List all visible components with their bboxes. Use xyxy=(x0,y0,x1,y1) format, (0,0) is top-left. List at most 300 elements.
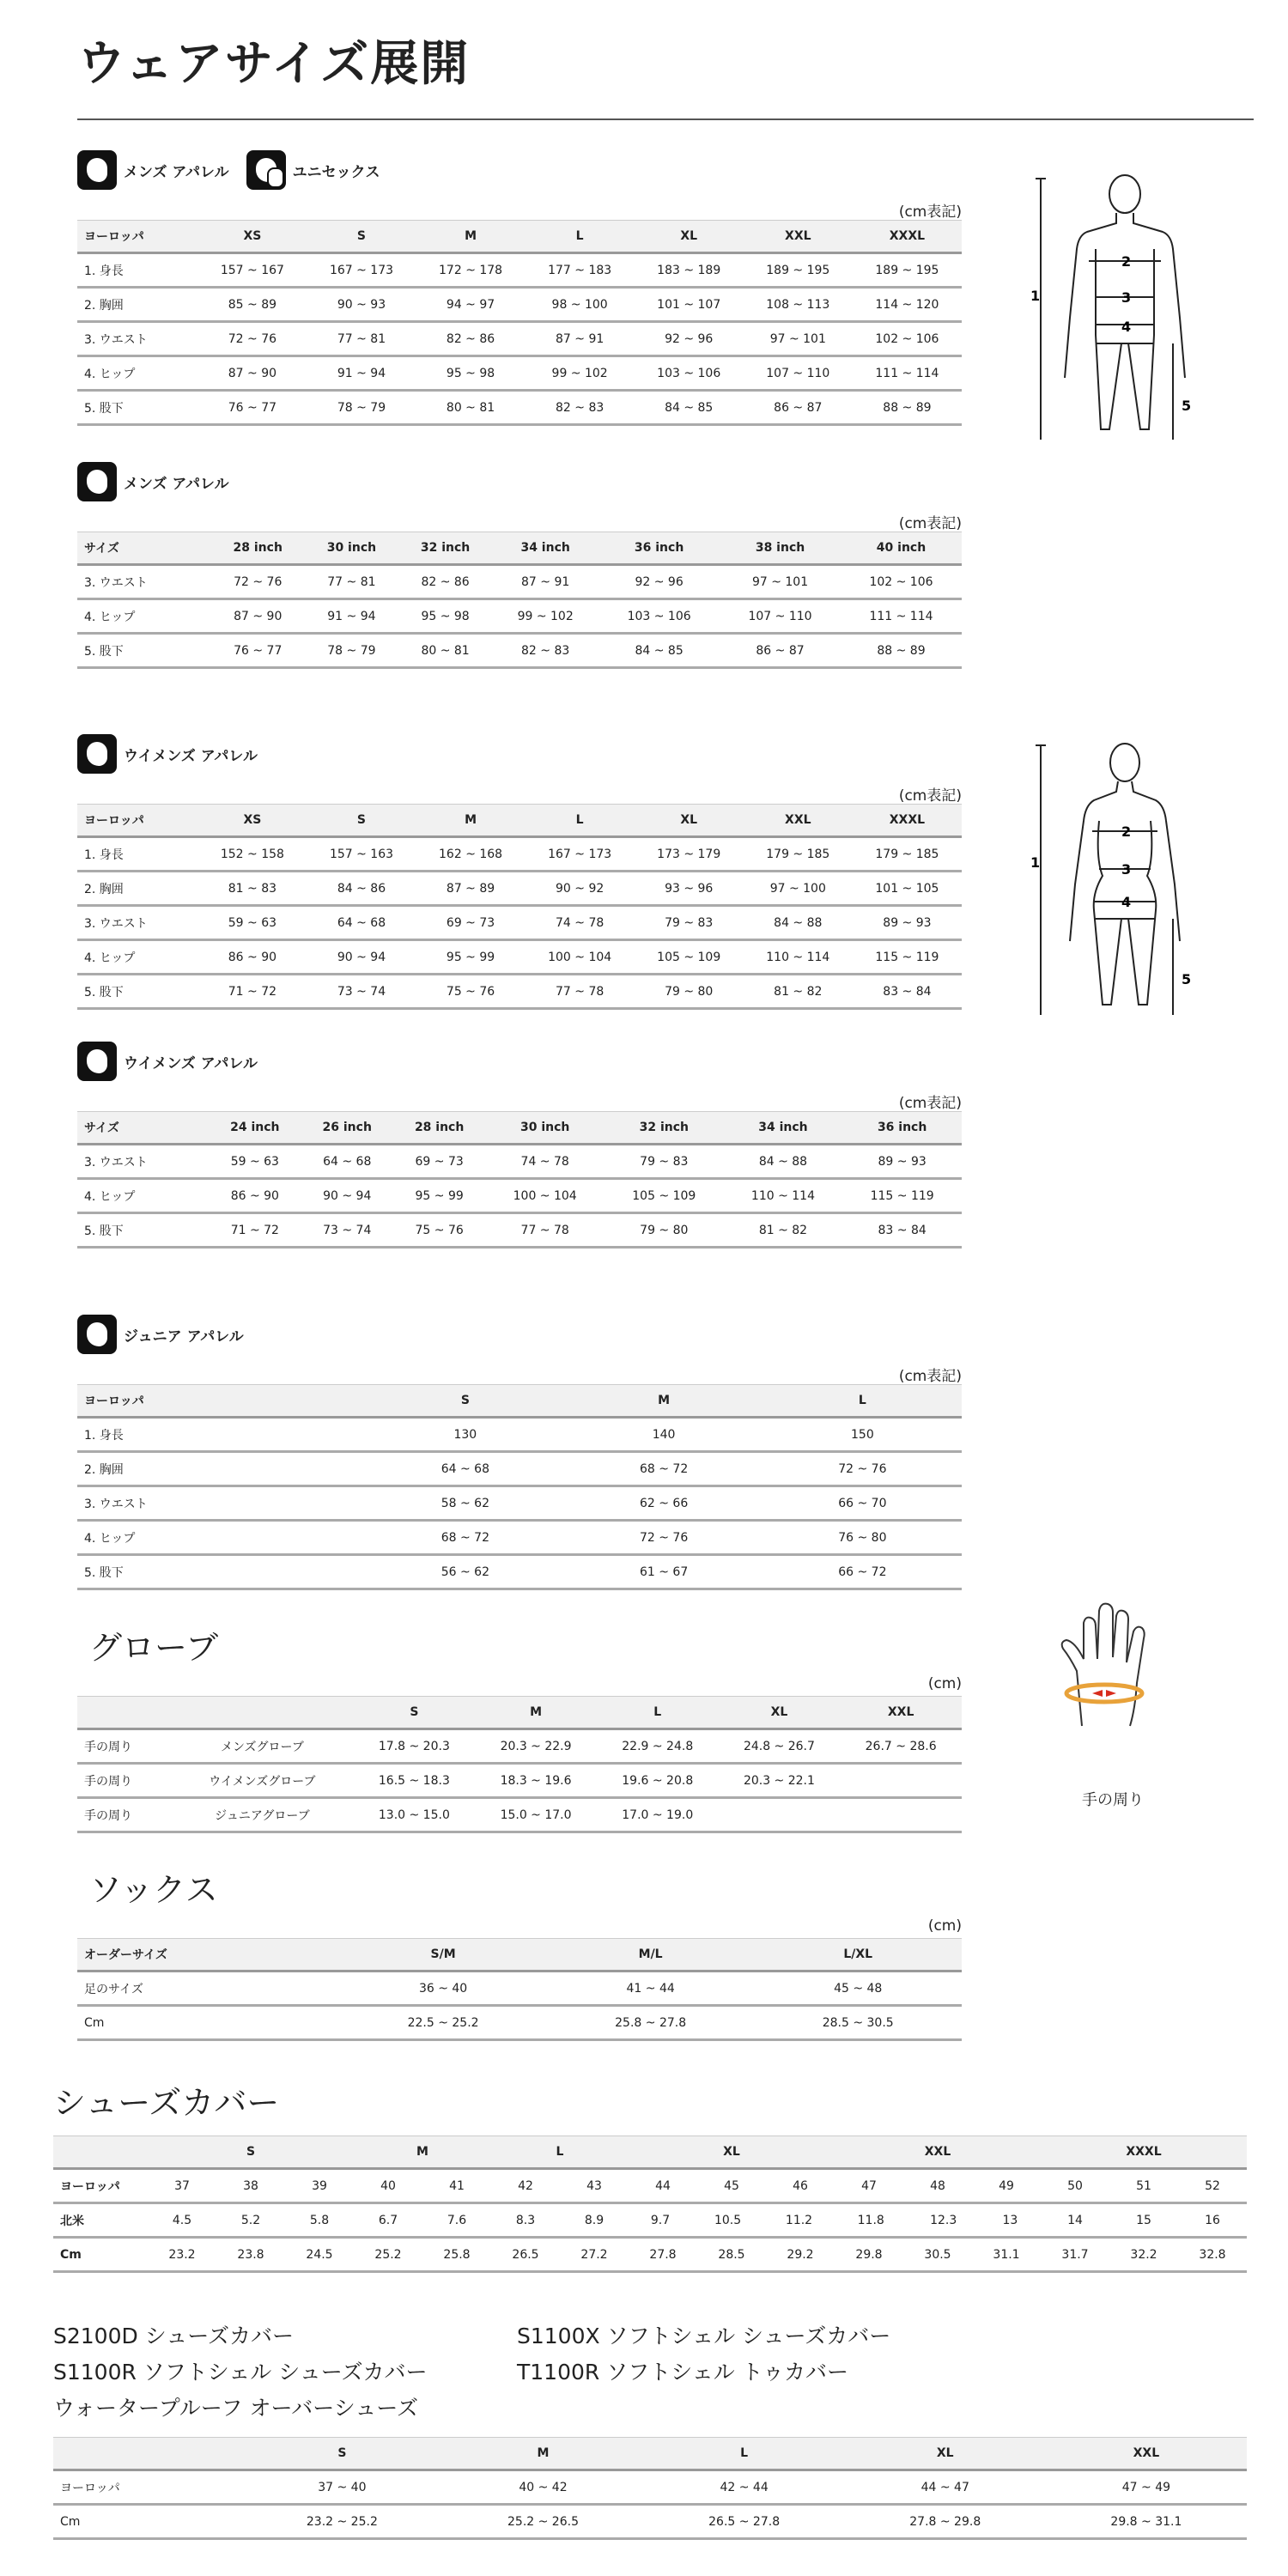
table-cell: 3. ウエスト xyxy=(77,1145,209,1179)
table-cell: 36 ~ 40 xyxy=(339,1971,547,2006)
size-value: 51 xyxy=(1136,2178,1151,2193)
table-cell: 4. ヒップ xyxy=(77,599,211,634)
table-row xyxy=(77,1521,962,1555)
table-cell: 5. 股下 xyxy=(77,634,211,668)
table-cell: 15.0 ~ 17.0 xyxy=(475,1798,597,1832)
badge-row xyxy=(77,148,962,192)
column-header: XL xyxy=(635,221,744,253)
table-cell: 179 ~ 185 xyxy=(744,837,853,872)
size-table xyxy=(77,804,962,1010)
badge-label: ユニセックス xyxy=(292,163,380,181)
size-table xyxy=(77,220,962,426)
figure-label: 1 xyxy=(1030,288,1041,304)
product-item: S2100D シューズカバー xyxy=(53,2324,294,2348)
table-cell: 115 ~ 119 xyxy=(842,1179,962,1213)
column-header: 34 inch xyxy=(724,1112,843,1145)
badge-mens xyxy=(77,462,229,501)
size-table xyxy=(53,2437,1247,2540)
table-cell: 189 ~ 195 xyxy=(853,253,962,288)
size-value: 31.7 xyxy=(1061,2247,1089,2262)
table-cell: 92 ~ 96 xyxy=(598,565,720,599)
table-cell: 75 ~ 76 xyxy=(416,975,526,1009)
unit-note: (cm) xyxy=(927,1917,962,1935)
column-header: S xyxy=(354,1697,476,1729)
table-cell: 手の周り xyxy=(77,1729,171,1764)
column-header xyxy=(53,2438,241,2470)
column-header xyxy=(171,1697,353,1729)
section-womens xyxy=(77,732,962,1010)
womens-icon xyxy=(77,734,117,774)
table-cell: 1. 身長 xyxy=(77,837,197,872)
table-cell: 73 ~ 74 xyxy=(307,975,416,1009)
table-row xyxy=(77,1145,962,1179)
column-header: オーダーサイズ xyxy=(77,1939,339,1971)
size-value: 39 xyxy=(312,2178,327,2193)
section-title: グローブ xyxy=(89,1629,219,1667)
table-row xyxy=(77,2006,962,2040)
column-header: 34 inch xyxy=(492,532,598,565)
table-cell: 102 ~ 106 xyxy=(841,565,962,599)
table-cell: 89 ~ 93 xyxy=(853,906,962,940)
table-cell xyxy=(840,1764,962,1798)
size-value: 48 xyxy=(930,2178,945,2193)
table-cell xyxy=(1041,2238,1247,2272)
size-value: 52 xyxy=(1205,2178,1220,2193)
badge-row xyxy=(77,459,962,504)
table-cell: 29.8 ~ 31.1 xyxy=(1046,2505,1247,2539)
unit-note: (cm) xyxy=(927,1675,962,1692)
column-header: ヨーロッパ xyxy=(77,1385,366,1418)
column-header: M xyxy=(416,805,526,837)
table-cell: 86 ~ 87 xyxy=(720,634,841,668)
size-value: 32.8 xyxy=(1199,2247,1226,2262)
figure-label: 3 xyxy=(1121,861,1132,878)
column-header: サイズ xyxy=(77,1112,209,1145)
table-cell: 90 ~ 94 xyxy=(301,1179,393,1213)
size-value: 23.2 xyxy=(168,2247,196,2262)
column-header: S xyxy=(307,221,416,253)
table-row xyxy=(53,2169,1247,2203)
column-header: XXL xyxy=(744,221,853,253)
table-cell xyxy=(835,2169,1041,2203)
table-cell: 100 ~ 104 xyxy=(485,1179,605,1213)
column-header: XXL xyxy=(1046,2438,1247,2470)
column-header: 40 inch xyxy=(841,532,962,565)
table-cell xyxy=(1041,2203,1247,2238)
table-cell: 100 ~ 104 xyxy=(526,940,635,975)
section-gloves xyxy=(77,1621,962,1833)
size-value: 9.7 xyxy=(650,2213,671,2227)
table-cell xyxy=(719,1798,841,1832)
table-cell: 20.3 ~ 22.9 xyxy=(475,1729,597,1764)
figure-label: 1 xyxy=(1030,854,1041,871)
table-cell: 45 ~ 48 xyxy=(754,1971,962,2006)
column-header: XL xyxy=(635,805,744,837)
table-cell: 56 ~ 62 xyxy=(366,1555,564,1589)
table-cell: 4. ヒップ xyxy=(77,1179,209,1213)
size-value: 5.8 xyxy=(309,2213,330,2227)
table-cell: 44 ~ 47 xyxy=(845,2470,1046,2505)
column-header xyxy=(53,2136,148,2169)
table-cell: 72 ~ 76 xyxy=(564,1521,762,1555)
row-label: ヨーロッパ xyxy=(53,2169,148,2203)
table-cell: 61 ~ 67 xyxy=(564,1555,762,1589)
column-header: 36 inch xyxy=(598,532,720,565)
table-row xyxy=(77,940,962,975)
size-value: 29.2 xyxy=(787,2247,814,2262)
table-cell: 183 ~ 189 xyxy=(635,253,744,288)
female-body-figure xyxy=(1013,738,1219,1022)
table-cell: 62 ~ 66 xyxy=(564,1486,762,1521)
column-header: L xyxy=(644,2438,845,2470)
table-cell: 108 ~ 113 xyxy=(744,288,853,322)
table-cell: メンズグローブ xyxy=(171,1729,353,1764)
table-cell: 79 ~ 83 xyxy=(605,1145,724,1179)
table-cell: 79 ~ 83 xyxy=(635,906,744,940)
table-cell: 83 ~ 84 xyxy=(842,1213,962,1248)
table-cell: 76 ~ 80 xyxy=(763,1521,962,1555)
table-cell: 86 ~ 90 xyxy=(197,940,307,975)
column-header: S/M xyxy=(339,1939,547,1971)
column-header: M/L xyxy=(547,1939,755,1971)
column-header: XXXL xyxy=(853,805,962,837)
table-header-row xyxy=(53,2438,1247,2470)
table-cell: 88 ~ 89 xyxy=(841,634,962,668)
size-value: 44 xyxy=(655,2178,671,2193)
table-cell: 114 ~ 120 xyxy=(853,288,962,322)
table-cell: 74 ~ 78 xyxy=(485,1145,605,1179)
table-cell: 93 ~ 96 xyxy=(635,872,744,906)
table-cell: 83 ~ 84 xyxy=(853,975,962,1009)
size-value: 15 xyxy=(1136,2213,1151,2227)
badge-row xyxy=(77,1039,962,1084)
size-value: 37 xyxy=(174,2178,190,2193)
table-cell: 90 ~ 93 xyxy=(307,288,416,322)
figure-label: 2 xyxy=(1121,253,1132,270)
table-cell: 98 ~ 100 xyxy=(526,288,635,322)
table-cell: 101 ~ 107 xyxy=(635,288,744,322)
table-cell: 87 ~ 90 xyxy=(211,599,305,634)
table-cell xyxy=(148,2203,354,2238)
table-row xyxy=(77,1418,962,1452)
table-cell: 97 ~ 101 xyxy=(720,565,841,599)
table-cell: 90 ~ 94 xyxy=(307,940,416,975)
unit-note: (cm表記) xyxy=(898,515,962,532)
column-header: L xyxy=(526,805,635,837)
table-cell: 68 ~ 72 xyxy=(366,1521,564,1555)
table-cell: 77 ~ 81 xyxy=(307,322,416,356)
table-cell: 73 ~ 74 xyxy=(301,1213,393,1248)
table-cell: 167 ~ 173 xyxy=(307,253,416,288)
table-cell: 84 ~ 88 xyxy=(724,1145,843,1179)
shoe-cover-table xyxy=(53,2136,1247,2273)
table-row xyxy=(77,1555,962,1589)
table-cell xyxy=(354,2238,491,2272)
table-cell: 3. ウエスト xyxy=(77,906,197,940)
page-title: ウェアサイズ展開 xyxy=(77,36,471,92)
table-row xyxy=(77,599,962,634)
unit-note: (cm表記) xyxy=(898,787,962,805)
table-cell: 150 xyxy=(763,1418,962,1452)
size-value: 14 xyxy=(1067,2213,1083,2227)
table-cell: 94 ~ 97 xyxy=(416,288,526,322)
table-cell: 42 ~ 44 xyxy=(644,2470,845,2505)
measure-arrows-icon xyxy=(1092,1690,1116,1697)
table-cell: 84 ~ 86 xyxy=(307,872,416,906)
column-header: M xyxy=(442,2438,643,2470)
column-header: 32 inch xyxy=(398,532,492,565)
table-cell: 99 ~ 102 xyxy=(526,356,635,391)
column-header: S xyxy=(366,1385,564,1418)
table-cell: 4. ヒップ xyxy=(77,356,197,391)
table-cell: ジュニアグローブ xyxy=(171,1798,353,1832)
hand-circumference-band xyxy=(1066,1685,1142,1702)
column-header: L xyxy=(491,2136,629,2169)
size-value: 4.5 xyxy=(172,2213,192,2227)
table-cell: 19.6 ~ 20.8 xyxy=(597,1764,719,1798)
table-cell: 130 xyxy=(366,1418,564,1452)
table-cell: 64 ~ 68 xyxy=(366,1452,564,1486)
column-header: XL xyxy=(719,1697,841,1729)
table-cell: 4. ヒップ xyxy=(77,1521,366,1555)
column-header: XXL xyxy=(840,1697,962,1729)
table-cell: 26.7 ~ 28.6 xyxy=(840,1729,962,1764)
table-cell: 26.5 ~ 27.8 xyxy=(644,2505,845,2539)
table-cell: 102 ~ 106 xyxy=(853,322,962,356)
table-cell: 157 ~ 167 xyxy=(197,253,307,288)
table-cell: Cm xyxy=(53,2505,241,2539)
table-cell xyxy=(354,2169,491,2203)
section-shoe-covers xyxy=(53,2076,1247,2273)
column-header: M xyxy=(564,1385,762,1418)
size-value: 41 xyxy=(449,2178,465,2193)
table-cell: 81 ~ 82 xyxy=(744,975,853,1009)
table-cell: 手の周り xyxy=(77,1798,171,1832)
table-row xyxy=(77,634,962,668)
column-header: XS xyxy=(197,221,307,253)
table-cell: 41 ~ 44 xyxy=(547,1971,755,2006)
unit-note: (cm表記) xyxy=(898,1095,962,1112)
unisex-icon xyxy=(246,150,286,190)
womens-icon xyxy=(77,1042,117,1081)
table-cell: 74 ~ 78 xyxy=(526,906,635,940)
table-cell: 103 ~ 106 xyxy=(598,599,720,634)
column-header: サイズ xyxy=(77,532,211,565)
table-row xyxy=(53,2505,1247,2539)
badge-unisex xyxy=(246,150,380,190)
section-womens-inch xyxy=(77,1039,962,1249)
column-header: 30 inch xyxy=(485,1112,605,1145)
junior-icon xyxy=(77,1315,117,1354)
column-header: ヨーロッパ xyxy=(77,221,197,253)
table-cell: 87 ~ 89 xyxy=(416,872,526,906)
table-cell: 82 ~ 86 xyxy=(398,565,492,599)
table-header-row xyxy=(77,221,962,253)
table-cell: 92 ~ 96 xyxy=(635,322,744,356)
table-row xyxy=(77,1764,962,1798)
table-cell: 115 ~ 119 xyxy=(853,940,962,975)
table-cell: 78 ~ 79 xyxy=(305,634,398,668)
table-cell: ヨーロッパ xyxy=(53,2470,241,2505)
size-value: 30.5 xyxy=(924,2247,951,2262)
table-cell: 90 ~ 92 xyxy=(526,872,635,906)
table-cell: 87 ~ 91 xyxy=(492,565,598,599)
table-row xyxy=(77,1971,962,2006)
size-value: 24.5 xyxy=(306,2247,333,2262)
product-list xyxy=(53,2318,912,2427)
section-junior xyxy=(77,1312,962,1590)
table-cell: 59 ~ 63 xyxy=(197,906,307,940)
table-header-row xyxy=(53,2136,1247,2169)
section-title: ソックス xyxy=(89,1871,218,1909)
table-row xyxy=(53,2238,1247,2272)
column-header: XL xyxy=(629,2136,835,2169)
column-header: 28 inch xyxy=(211,532,305,565)
column-header: 28 inch xyxy=(393,1112,485,1145)
table-cell: 3. ウエスト xyxy=(77,565,211,599)
table-cell: 20.3 ~ 22.1 xyxy=(719,1764,841,1798)
table-cell: 77 ~ 78 xyxy=(526,975,635,1009)
column-header: M xyxy=(416,221,526,253)
table-cell: 75 ~ 76 xyxy=(393,1213,485,1248)
table-cell: 82 ~ 86 xyxy=(416,322,526,356)
figure-label: 3 xyxy=(1121,289,1132,306)
table-cell: 17.0 ~ 19.0 xyxy=(597,1798,719,1832)
table-cell: 72 ~ 76 xyxy=(197,322,307,356)
title-divider xyxy=(77,118,1254,120)
table-cell: 5. 股下 xyxy=(77,975,197,1009)
figure-label: 4 xyxy=(1121,894,1132,910)
badge-label: メンズ アパレル xyxy=(124,475,229,493)
table-cell: 22.9 ~ 24.8 xyxy=(597,1729,719,1764)
table-row xyxy=(77,1179,962,1213)
male-body-figure xyxy=(1013,172,1219,447)
table-cell xyxy=(148,2238,354,2272)
table-row xyxy=(77,565,962,599)
table-cell: Cm xyxy=(77,2006,339,2040)
table-cell: 84 ~ 85 xyxy=(635,391,744,425)
table-cell: 17.8 ~ 20.3 xyxy=(354,1729,476,1764)
column-header: S xyxy=(241,2438,442,2470)
table-cell: 140 xyxy=(564,1418,762,1452)
table-cell: 86 ~ 87 xyxy=(744,391,853,425)
unit-note: (cm表記) xyxy=(898,204,962,221)
column-header: L xyxy=(763,1385,962,1418)
table-row xyxy=(77,253,962,288)
column-header: XXL xyxy=(835,2136,1041,2169)
product-item: T1100R ソフトシェル トゥカバー xyxy=(517,2360,849,2385)
table-cell xyxy=(835,2238,1041,2272)
unit-note: (cm表記) xyxy=(898,1368,962,1385)
table-cell: 37 ~ 40 xyxy=(241,2470,442,2505)
table-cell: 97 ~ 100 xyxy=(744,872,853,906)
table-row xyxy=(77,356,962,391)
badge-junior xyxy=(77,1315,244,1354)
table-cell xyxy=(491,2169,629,2203)
size-value: 42 xyxy=(518,2178,533,2193)
table-header-row xyxy=(77,1939,962,1971)
badge-label: ウイメンズ アパレル xyxy=(124,1054,258,1072)
table-cell: 189 ~ 195 xyxy=(744,253,853,288)
table-cell: 80 ~ 81 xyxy=(416,391,526,425)
mens-icon xyxy=(77,462,117,501)
table-cell: 95 ~ 99 xyxy=(393,1179,485,1213)
badge-womens xyxy=(77,1042,258,1081)
table-row xyxy=(77,837,962,872)
section-mens-unisex xyxy=(77,148,962,426)
table-cell xyxy=(354,2203,491,2238)
product-item: S1100X ソフトシェル シューズカバー xyxy=(517,2324,891,2348)
size-value: 16 xyxy=(1205,2213,1220,2227)
section-socks xyxy=(77,1863,962,2041)
table-cell xyxy=(835,2203,1041,2238)
table-cell: 72 ~ 76 xyxy=(211,565,305,599)
row-label: Cm xyxy=(53,2238,148,2272)
column-header: 24 inch xyxy=(209,1112,301,1145)
size-value: 47 xyxy=(861,2178,877,2193)
table-cell: 88 ~ 89 xyxy=(853,391,962,425)
table-cell: 1. 身長 xyxy=(77,253,197,288)
column-header xyxy=(77,1697,171,1729)
table-row xyxy=(77,322,962,356)
table-cell: 71 ~ 72 xyxy=(197,975,307,1009)
size-value: 49 xyxy=(999,2178,1014,2193)
size-value: 6.7 xyxy=(378,2213,398,2227)
table-cell: 172 ~ 178 xyxy=(416,253,526,288)
table-cell: 91 ~ 94 xyxy=(307,356,416,391)
size-value: 40 xyxy=(380,2178,396,2193)
table-cell: 157 ~ 163 xyxy=(307,837,416,872)
table-cell: 3. ウエスト xyxy=(77,1486,366,1521)
size-value: 32.2 xyxy=(1130,2247,1157,2262)
column-header: 36 inch xyxy=(842,1112,962,1145)
table-cell: 28.5 ~ 30.5 xyxy=(754,2006,962,2040)
table-cell: 64 ~ 68 xyxy=(301,1145,393,1179)
column-header: M xyxy=(354,2136,491,2169)
column-header: XXXL xyxy=(853,221,962,253)
badge-mens xyxy=(77,150,229,190)
table-cell: 18.3 ~ 19.6 xyxy=(475,1764,597,1798)
table-cell: 5. 股下 xyxy=(77,1555,366,1589)
table-cell: 66 ~ 72 xyxy=(763,1555,962,1589)
table-cell xyxy=(629,2238,835,2272)
table-cell: 71 ~ 72 xyxy=(209,1213,301,1248)
table-cell: 76 ~ 77 xyxy=(211,634,305,668)
table-cell: 95 ~ 98 xyxy=(416,356,526,391)
table-cell: 2. 胸囲 xyxy=(77,288,197,322)
table-cell: 91 ~ 94 xyxy=(305,599,398,634)
table-cell: 47 ~ 49 xyxy=(1046,2470,1247,2505)
column-header: M xyxy=(475,1697,597,1729)
table-cell: ウイメンズグローブ xyxy=(171,1764,353,1798)
table-cell: 25.2 ~ 26.5 xyxy=(442,2505,643,2539)
mens-icon xyxy=(77,150,117,190)
table-cell: 69 ~ 73 xyxy=(393,1145,485,1179)
table-cell: 111 ~ 114 xyxy=(841,599,962,634)
table-cell: 179 ~ 185 xyxy=(853,837,962,872)
size-value: 31.1 xyxy=(993,2247,1020,2262)
table-row xyxy=(77,906,962,940)
badge-label: メンズ アパレル xyxy=(124,163,229,181)
table-cell: 162 ~ 168 xyxy=(416,837,526,872)
column-header: S xyxy=(307,805,416,837)
size-value: 23.8 xyxy=(237,2247,264,2262)
table-row xyxy=(77,1452,962,1486)
table-row xyxy=(77,1798,962,1832)
table-cell xyxy=(629,2203,835,2238)
size-value: 13 xyxy=(1002,2213,1018,2227)
table-row xyxy=(77,975,962,1009)
